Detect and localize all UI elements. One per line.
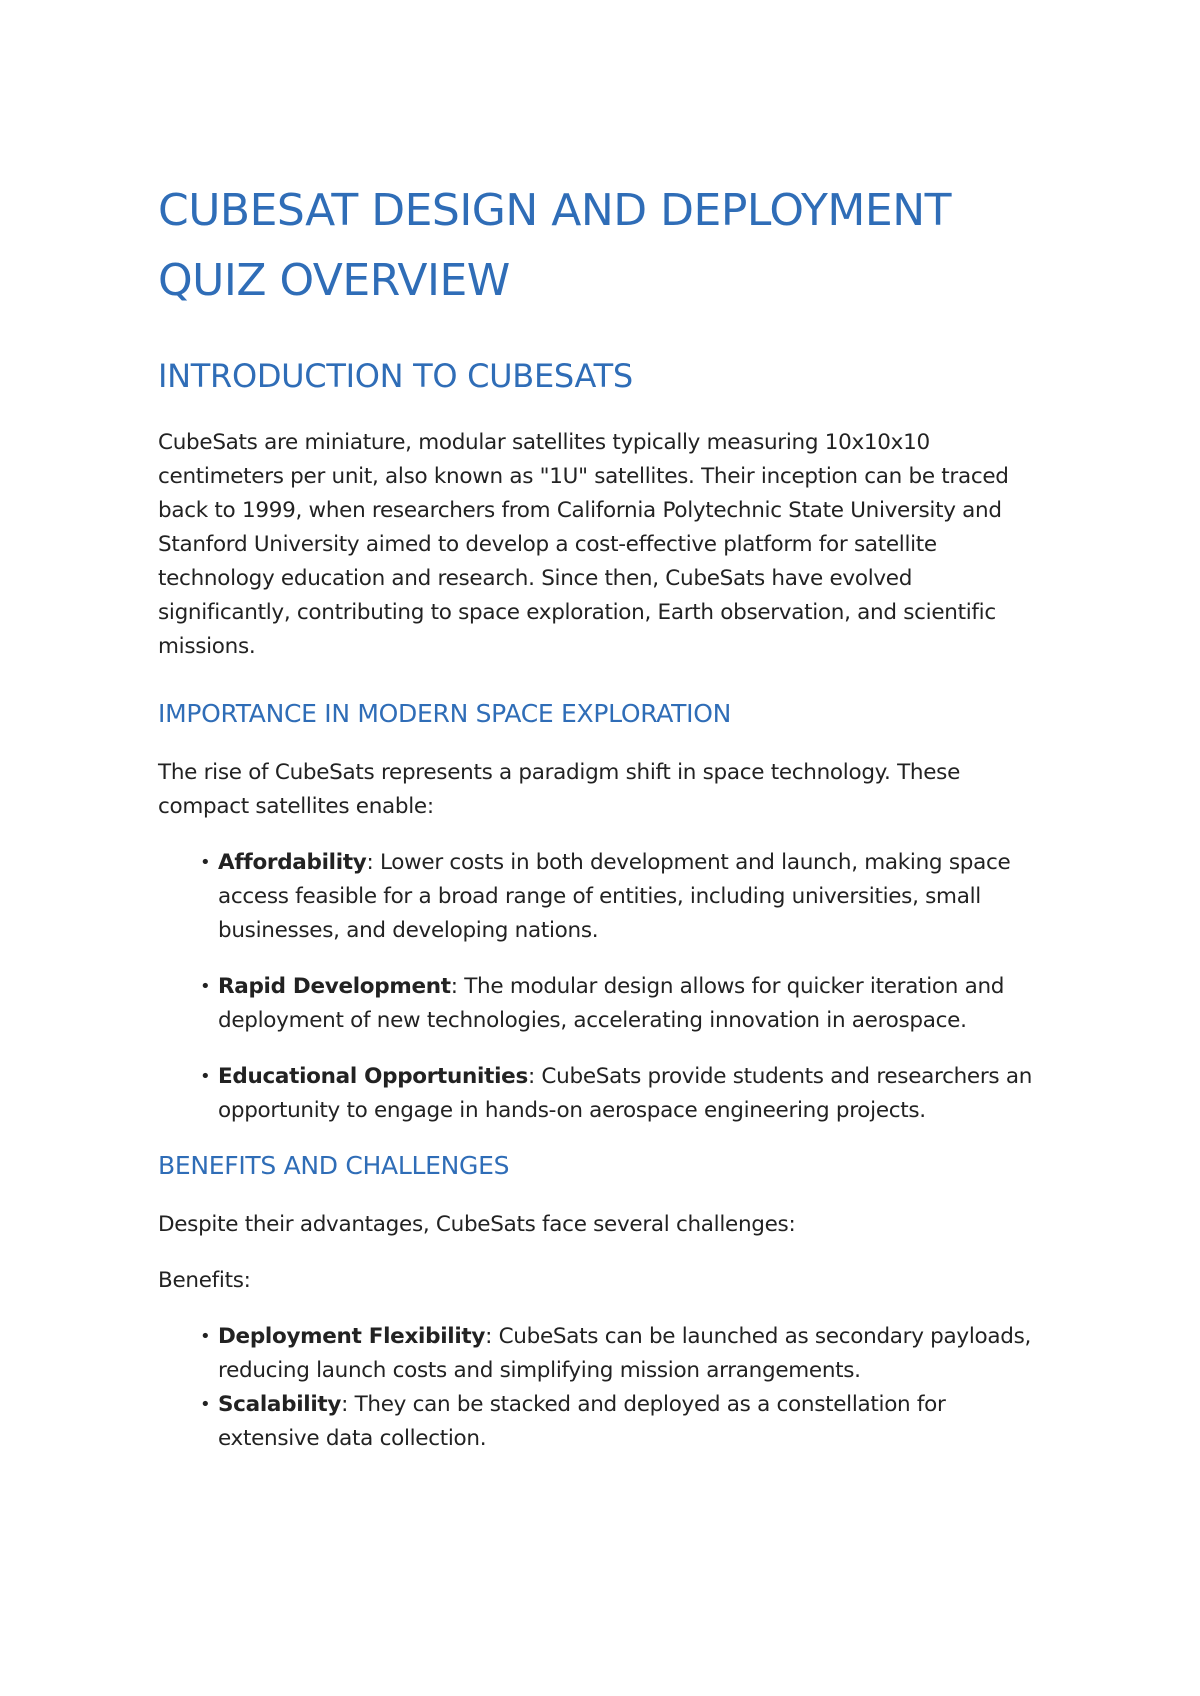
list-item-term: Scalability	[218, 1392, 342, 1417]
list-item-term: Educational Opportunities	[218, 1064, 528, 1089]
list-item-affordability	[200, 846, 1048, 948]
list-item-text: : They can be stacked and deployed as a constellation for extensive data collection.	[218, 1392, 946, 1451]
list-item-text: : The modular design allows for quicker iteration and deployment of new technologies, accelerating innovation in aerospace.	[218, 974, 1005, 1033]
list-item-term: Affordability	[218, 850, 367, 875]
importance-heading: IMPORTANCE IN MODERN SPACE EXPLORATION	[158, 699, 731, 728]
benefits-list	[158, 1320, 1048, 1456]
list-item-term: Rapid Development	[218, 974, 451, 999]
list-item-deployment-flexibility	[200, 1320, 1048, 1388]
list-item-scalability	[200, 1388, 1048, 1456]
intro-heading: INTRODUCTION TO CUBESATS	[158, 357, 633, 395]
importance-paragraph: The rise of CubeSats represents a paradigm shift in space technology. These compact satellites enable:	[158, 760, 961, 819]
list-item-text: : Lower costs in both development and launch, making space access feasible for a broad range of entities, including universities, small businesses, and developing nations.	[218, 850, 1011, 943]
list-item-rapid-development	[200, 970, 1048, 1038]
benefits-challenges-heading: BENEFITS AND CHALLENGES	[158, 1151, 510, 1180]
benefits-challenges-paragraph: Despite their advantages, CubeSats face several challenges:	[158, 1212, 796, 1237]
document-page	[158, 176, 1048, 1478]
list-item-educational-opportunities	[200, 1060, 1048, 1128]
list-item-text: : CubeSats can be launched as secondary payloads, reducing launch costs and simplifying mission arrangements.	[218, 1324, 1032, 1383]
intro-paragraph: CubeSats are miniature, modular satellites typically measuring 10x10x10 centimeters per unit, also known as "1U" satellites. Their inception can be traced back to 1999, when researchers from California Polytechnic State University and Stanford University aimed to develop a cost-effective platform for satellite technology education and research. Since then, CubeSats have evolved significantly, contributing to space exploration, Earth observation, and scientific missions.	[158, 430, 1009, 659]
document-title: CUBESAT DESIGN AND DEPLOYMENT QUIZ OVERVIEW	[158, 185, 951, 306]
list-item-text: : CubeSats provide students and researchers an opportunity to engage in hands-on aerospace engineering projects.	[218, 1064, 1033, 1123]
benefits-label: Benefits:	[158, 1268, 251, 1293]
importance-list	[158, 846, 1048, 1128]
list-item-term: Deployment Flexibility	[218, 1324, 486, 1349]
